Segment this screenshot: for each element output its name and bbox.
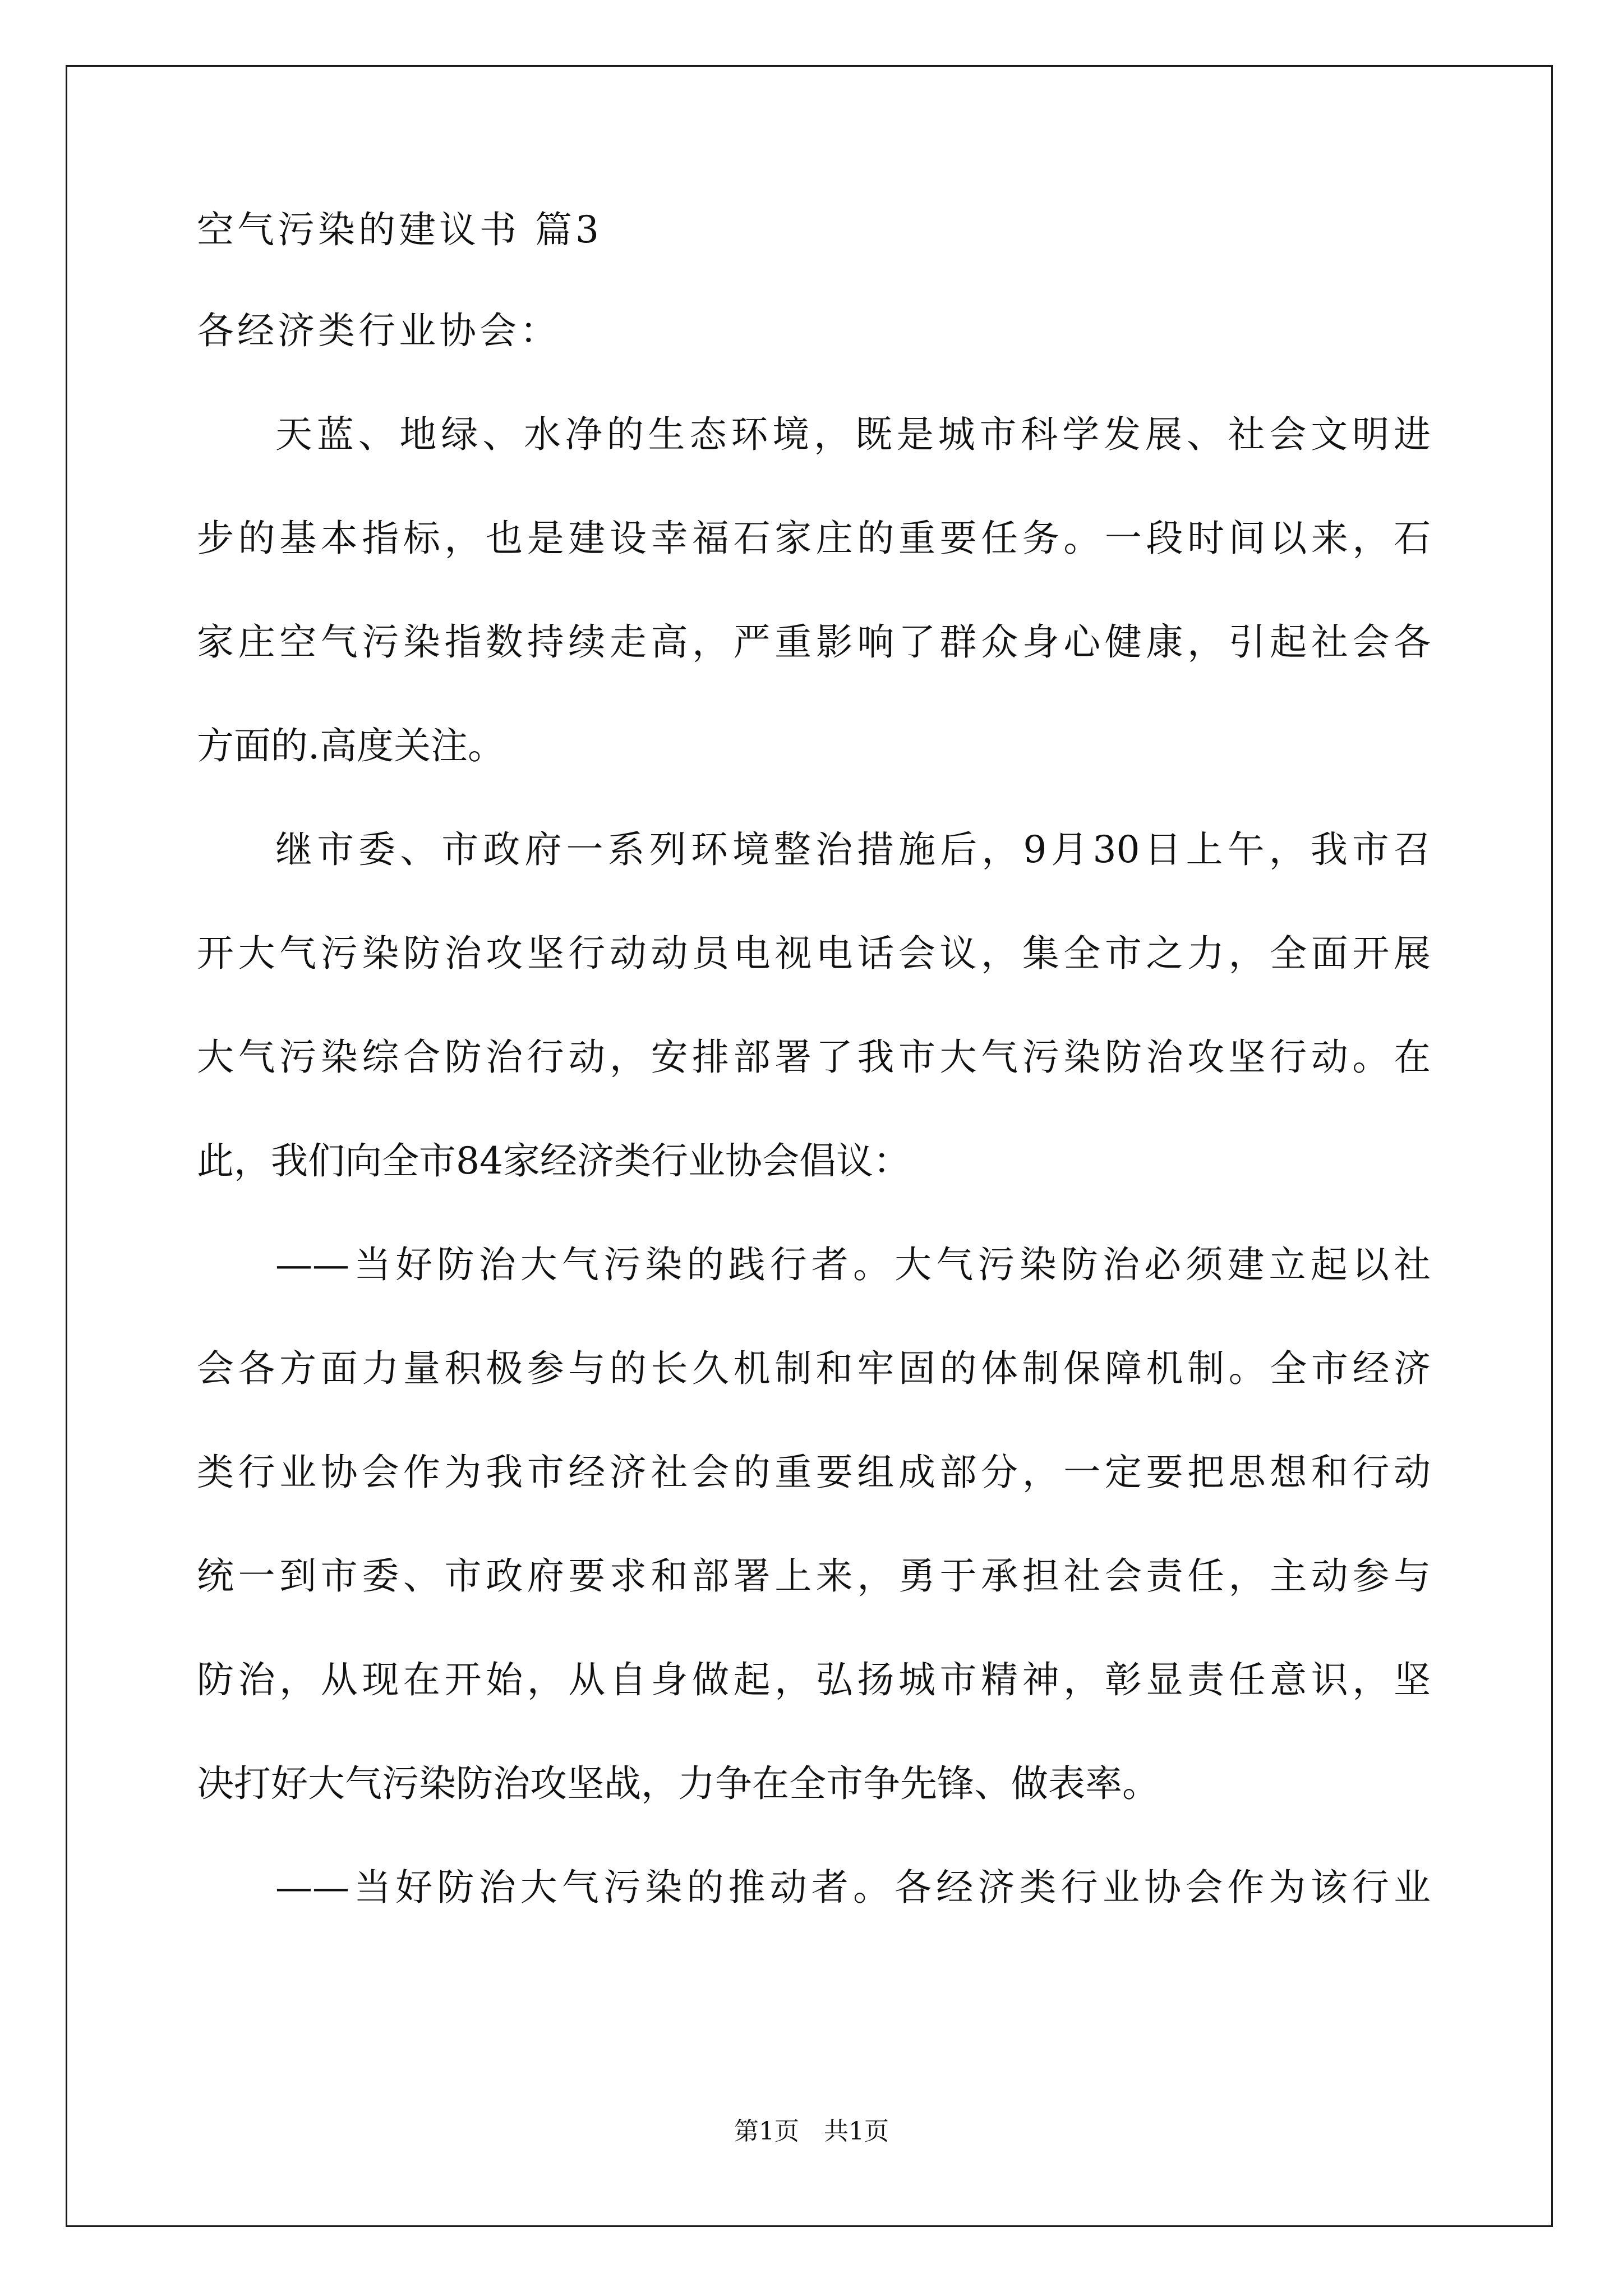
paragraph-line: 会各方面力量积极参与的长久机制和牢固的体制保障机制。全市经济	[197, 1347, 1431, 1390]
paragraph	[197, 822, 1431, 1189]
paragraph	[197, 1237, 1431, 1812]
paragraph-line: 开大气污染防治攻坚行动动员电视电话会议，集全市之力，全面开展	[197, 932, 1431, 975]
paragraph-line: 方面的.高度关注。	[197, 724, 505, 767]
paragraph	[197, 407, 1431, 774]
salutation: 各经济类行业协会：	[197, 309, 560, 352]
paragraph-line: 天蓝、地绿、水净的生态环境，既是城市科学发展、社会文明进	[275, 413, 1431, 456]
page-number: 第1页 共1页	[734, 2117, 889, 2146]
paragraph-line: 防治，从现在开始，从自身做起，弘扬城市精神，彰显责任意识，坚	[197, 1658, 1431, 1701]
paragraph-line: 继市委、市政府一系列环境整治措施后，9月30日上午，我市召	[275, 828, 1431, 871]
paragraph-line: ——当好防治大气污染的践行者。大气污染防治必须建立起以社	[275, 1243, 1431, 1286]
paragraph-line: 类行业协会作为我市经济社会的重要组成部分，一定要把思想和行动	[197, 1451, 1431, 1494]
document-title: 空气污染的建议书 篇3	[197, 208, 602, 251]
paragraph-line: 步的基本指标，也是建设幸福石家庄的重要任务。一段时间以来，石	[197, 517, 1431, 560]
paragraph-line: 此，我们向全市84家经济类行业协会倡议：	[197, 1139, 910, 1182]
paragraph	[197, 1860, 1431, 1916]
document-body	[197, 202, 1431, 1963]
paragraph-line: 决打好大气污染防治攻坚战，力争在全市争先锋、做表率。	[197, 1762, 1159, 1805]
paragraph-line: 家庄空气污染指数持续走高，严重影响了群众身心健康，引起社会各	[197, 620, 1431, 664]
paragraph-line: ——当好防治大气污染的推动者。各经济类行业协会作为该行业	[275, 1866, 1431, 1909]
paragraph-line: 大气污染综合防治行动，安排部署了我市大气污染防治攻坚行动。在	[197, 1036, 1431, 1079]
paragraph-line: 统一到市委、市政府要求和部署上来，勇于承担社会责任，主动参与	[197, 1554, 1431, 1598]
